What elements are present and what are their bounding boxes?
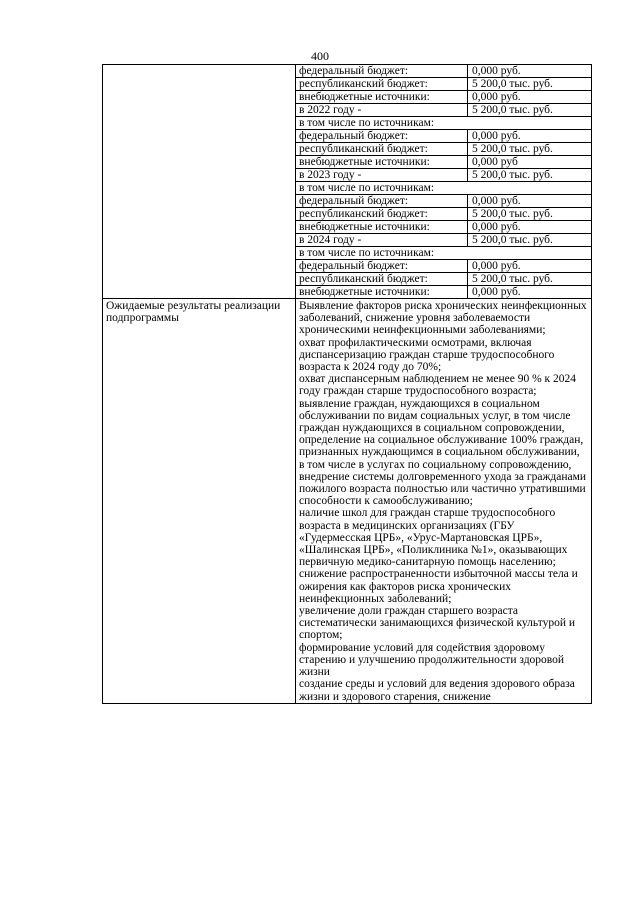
results-paragraph: Выявление факторов риска хронических неинфекционных заболеваний, снижение уровня заболеваемости хроническими неинфекционными заболеваниями; xyxy=(299,300,587,337)
funding-label: республиканский бюджет: xyxy=(296,273,468,286)
results-paragraph: выявление граждан, нуждающихся в социальном обслуживании по видам социальных услуг, в том числе граждан нуждающихся в социальном сопровождении, определение на социальное обслуживание 100% граждан, признанных нуждающимся в социальном обслуживании, в том числе в услугах по социальному сопровождению, xyxy=(299,397,584,471)
results-paragraph: внедрение системы долговременного ухода за гражданами пожилого возраста полностью или частично утратившими способности к самообслуживанию; xyxy=(299,470,587,508)
funding-value: 5 200,0 тыс. руб. xyxy=(468,169,592,182)
expected-results-label: Ожидаемые результаты реализации подпрограммы xyxy=(103,299,296,704)
subprogram-passport-table xyxy=(102,64,592,704)
funding-value: 0,000 руб. xyxy=(468,260,592,273)
funding-value: 5 200,0 тыс. руб. xyxy=(468,104,592,117)
funding-label: внебюджетные источники: xyxy=(296,91,468,104)
expected-results-text xyxy=(296,299,592,704)
results-paragraph: создание среды и условий для ведения здорового образа жизни и здорового старения, снижение xyxy=(299,678,575,703)
funding-label: республиканский бюджет: xyxy=(296,78,468,91)
funding-label: в 2022 году - xyxy=(296,104,468,117)
funding-row xyxy=(103,65,592,78)
funding-label: внебюджетные источники: xyxy=(296,221,468,234)
funding-label: внебюджетные источники: xyxy=(296,286,468,299)
funding-value: 0,000 руб. xyxy=(468,65,592,78)
funding-subheader: в том числе по источникам: xyxy=(296,117,592,130)
funding-value: 0,000 руб. xyxy=(468,91,592,104)
funding-value: 5 200,0 тыс. руб. xyxy=(468,143,592,156)
funding-value: 0,000 руб. xyxy=(468,221,592,234)
expected-results-row xyxy=(103,299,592,704)
funding-value: 0,000 руб. xyxy=(468,286,592,299)
funding-label: внебюджетные источники: xyxy=(296,156,468,169)
funding-label: республиканский бюджет: xyxy=(296,143,468,156)
funding-subheader: в том числе по источникам: xyxy=(296,182,592,195)
results-paragraph: наличие школ для граждан старше трудоспособного возраста в медицинских организациях (ГБУ «Гудермесская ЦРБ», «Урус-Мартановская ЦРБ», «Шалинская ЦРБ», «Поликлиника №1», оказывающих первичную медико-санитарную помощь населению; xyxy=(299,507,568,569)
empty-label-cell xyxy=(103,65,296,299)
funding-value: 5 200,0 тыс. руб. xyxy=(468,234,592,247)
funding-label: республиканский бюджет: xyxy=(296,208,468,221)
funding-label: федеральный бюджет: xyxy=(296,260,468,273)
funding-label: в 2023 году - xyxy=(296,169,468,182)
funding-value: 5 200,0 тыс. руб. xyxy=(468,273,592,286)
results-paragraph: охват профилактическими осмотрами, включая диспансеризацию граждан старше трудоспособного возраста к 2024 году до 70%; xyxy=(299,336,555,374)
page-number: 400 xyxy=(311,49,329,63)
funding-label: федеральный бюджет: xyxy=(296,65,468,78)
funding-value: 5 200,0 тыс. руб. xyxy=(468,78,592,91)
results-paragraph: формирование условий для содействия здоровому старению и улучшению продолжительности здоровой жизни xyxy=(299,641,565,679)
funding-label: федеральный бюджет: xyxy=(296,130,468,143)
funding-subheader: в том числе по источникам: xyxy=(296,247,592,260)
results-paragraph: увеличение доли граждан старшего возраста систематически занимающихся физической культурой и спортом; xyxy=(299,605,576,642)
funding-value: 0,000 руб. xyxy=(468,130,592,143)
funding-value: 0,000 руб. xyxy=(468,195,592,208)
funding-label: в 2024 году - xyxy=(296,234,468,247)
results-paragraph: снижение распространенности избыточной массы тела и ожирения как факторов риска хронических неинфекционных заболеваний; xyxy=(299,568,578,605)
funding-value: 0,000 руб xyxy=(468,156,592,169)
funding-value: 5 200,0 тыс. руб. xyxy=(468,208,592,221)
funding-label: федеральный бюджет: xyxy=(296,195,468,208)
funding-rows xyxy=(103,65,592,704)
results-paragraph: охват диспансерным наблюдением не менее 90 % к 2024 году граждан старше трудоспособного возраста; xyxy=(299,373,576,398)
